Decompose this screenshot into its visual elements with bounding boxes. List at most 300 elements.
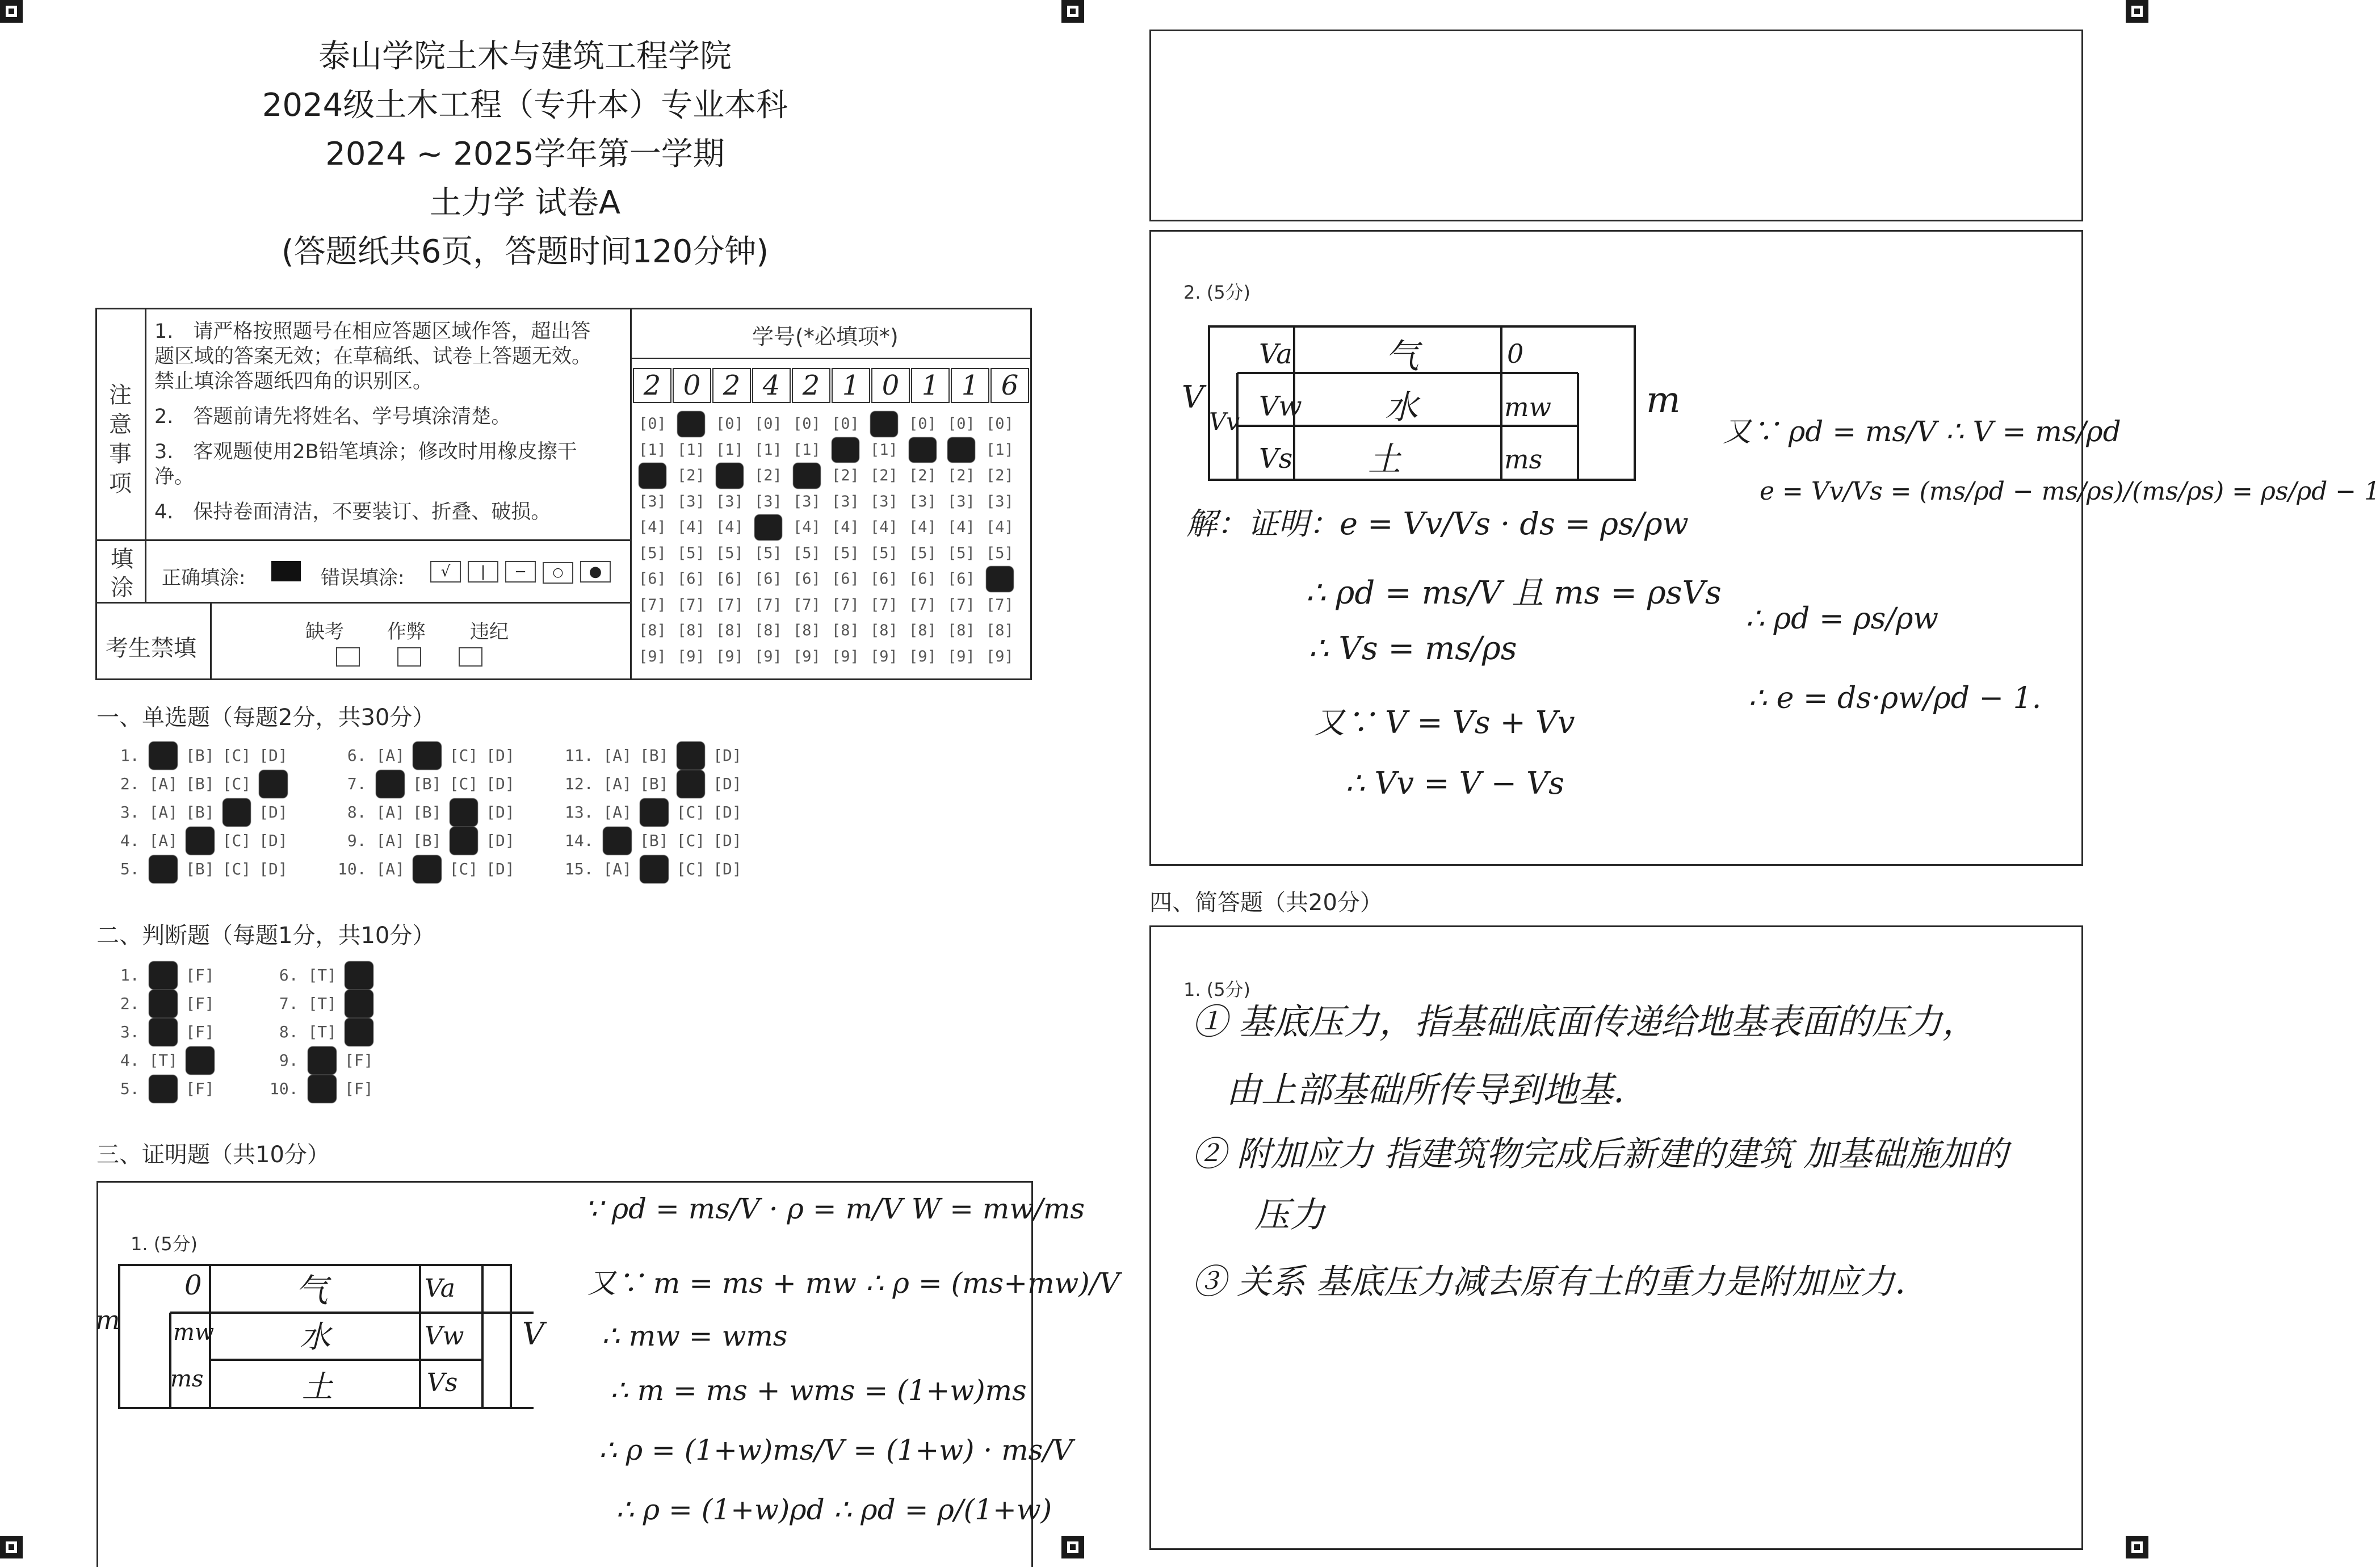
answer-option[interactable]: [B] — [413, 803, 442, 822]
student-id-bubble[interactable]: [7] — [832, 596, 859, 614]
forbid-absent: 缺考 — [305, 621, 344, 643]
answer-option[interactable] — [345, 961, 373, 990]
answer-option[interactable]: [T] — [308, 966, 337, 984]
student-id-bubble[interactable]: [4] — [677, 518, 705, 536]
question-number: 7. — [270, 994, 308, 1013]
answer-option[interactable]: [C] — [449, 860, 478, 878]
student-id-bubble[interactable]: [3] — [754, 492, 782, 510]
student-id-bubble[interactable]: [3] — [909, 492, 937, 510]
answer-option[interactable] — [677, 770, 706, 798]
answer-option[interactable]: [A] — [149, 831, 178, 850]
answer-option[interactable]: [D] — [259, 803, 288, 822]
student-id-bubble[interactable]: [9] — [986, 647, 1014, 665]
section4-q1-label: 1. (5分) — [1183, 979, 1251, 1000]
student-id-bubble[interactable]: [4] — [832, 518, 859, 536]
answer-option[interactable]: [D] — [486, 803, 515, 822]
student-id-bubble[interactable]: [4] — [870, 518, 898, 536]
question-number: 9. — [338, 831, 376, 850]
answer-option[interactable] — [149, 1018, 178, 1046]
answer-option[interactable] — [640, 855, 669, 883]
student-id-bubble[interactable]: [9] — [832, 647, 859, 665]
forbid-violation: 违纪 — [470, 621, 509, 643]
question-number: 10. — [270, 1079, 308, 1098]
answer-option[interactable] — [413, 741, 442, 770]
fill-row-left-border — [145, 541, 146, 602]
student-id-bubble[interactable]: [0] — [639, 415, 666, 433]
answer-option[interactable]: [C] — [676, 803, 706, 822]
answer-option[interactable]: [F] — [186, 994, 215, 1013]
section1-answer-grid[interactable] — [111, 741, 792, 889]
student-id-bubble[interactable]: [3] — [986, 492, 1014, 510]
student-id-bubble[interactable]: [1] — [754, 441, 782, 459]
student-id-bubble[interactable]: [8] — [947, 622, 975, 639]
section3-q1-work-2: 又∵ m = ms + mw ∴ ρ = (ms+mw)/V — [587, 1267, 1120, 1300]
section3-q2-diagram-left-top: Va — [1259, 338, 1292, 370]
answer-option[interactable] — [186, 827, 215, 855]
section3-q1-diagram-outer-left: m — [95, 1305, 120, 1335]
student-id-bubble[interactable]: [1] — [793, 441, 821, 459]
student-id-label-underline — [631, 358, 1031, 359]
question-number: 4. — [111, 831, 149, 850]
forbid-row-top-border — [96, 602, 630, 604]
student-id-bubble-column — [639, 411, 678, 669]
answer-option[interactable]: [T] — [149, 1051, 178, 1070]
student-id-digit[interactable]: 0 — [673, 368, 711, 403]
answer-option[interactable]: [A] — [376, 746, 405, 765]
answer-row[interactable] — [338, 741, 523, 770]
student-id-bubble[interactable]: [8] — [986, 622, 1014, 639]
answer-row[interactable] — [111, 855, 296, 883]
section4-q1-line-1: ① 基底压力，指基础底面传递给地基表面的压力， — [1192, 1001, 1978, 1042]
question-number: 1. — [111, 966, 149, 984]
answer-option[interactable] — [149, 961, 178, 990]
student-id-bubble[interactable]: [2] — [986, 467, 1014, 484]
student-id-bubble[interactable]: [2] — [677, 467, 705, 484]
answer-row[interactable] — [565, 827, 750, 855]
section3-q2-work-left-2: ∴ ρd = ms/V 且 ms = ρsVs — [1306, 575, 1722, 611]
answer-option[interactable]: [D] — [713, 831, 742, 850]
student-id-bubble[interactable]: [8] — [909, 622, 937, 639]
answer-row[interactable] — [111, 961, 223, 990]
student-id-bubble-column — [947, 411, 987, 669]
student-id-bubble[interactable]: [9] — [870, 647, 898, 665]
student-id-bubble[interactable]: [0] — [832, 415, 859, 433]
student-id-bubble[interactable] — [909, 437, 948, 463]
answer-option[interactable]: [F] — [186, 1079, 215, 1098]
section3-q1-diagram-outer-right: V — [522, 1316, 544, 1352]
corner-marker-top-center — [1061, 0, 1084, 23]
header-line-1: 泰山学院土木与建筑工程学院 — [318, 38, 732, 75]
answer-option[interactable]: [A] — [149, 774, 178, 793]
student-id-bubble[interactable]: [9] — [754, 647, 782, 665]
student-id-bubble[interactable]: [7] — [793, 596, 821, 614]
forbid-row-left-border — [210, 603, 212, 679]
answer-option[interactable] — [450, 798, 478, 827]
student-id-bubble[interactable]: [0] — [986, 415, 1014, 433]
forbid-violation-checkbox[interactable] — [459, 647, 482, 667]
section3-q2-work-left-5: ∴ Vv = V − Vs — [1345, 765, 1564, 801]
answer-option[interactable]: [D] — [259, 860, 288, 878]
student-id-bubble[interactable]: [1] — [639, 441, 666, 459]
student-id-bubble[interactable]: [8] — [639, 622, 666, 639]
answer-option[interactable]: [B] — [186, 860, 215, 878]
student-id-digit[interactable]: 1 — [951, 368, 989, 403]
student-id-bubble[interactable]: [3] — [677, 492, 705, 510]
student-id-bubble[interactable]: [8] — [754, 622, 782, 639]
student-id-bubble[interactable]: [1] — [986, 441, 1014, 459]
answer-row[interactable] — [111, 1075, 223, 1103]
student-id-bubble[interactable]: [7] — [754, 596, 782, 614]
student-id-digit[interactable]: 2 — [712, 368, 751, 403]
answer-row[interactable] — [338, 798, 523, 827]
answer-option[interactable] — [308, 1046, 337, 1075]
section2-title: 二、判断题（每题1分，共10分） — [96, 923, 435, 949]
answer-option[interactable]: [B] — [186, 746, 215, 765]
section3-q2-work-left-1: 解：证明：e = Vv/Vs · ds = ρs/ρw — [1186, 506, 1689, 542]
answer-row[interactable] — [111, 1046, 223, 1075]
answer-row[interactable] — [270, 1075, 381, 1103]
question-number: 9. — [270, 1051, 308, 1070]
answer-row[interactable] — [565, 741, 750, 770]
forbid-cheat-checkbox[interactable] — [397, 647, 421, 667]
answer-row[interactable] — [111, 1018, 223, 1046]
student-id-bubble[interactable]: [0] — [909, 415, 937, 433]
student-id-bubble[interactable]: [6] — [832, 570, 859, 588]
question-number: 2. — [111, 774, 149, 793]
section3-q1-work-3: ∴ mw = wms — [602, 1319, 788, 1352]
question-number: 14. — [565, 831, 603, 850]
answer-option[interactable]: [C] — [449, 774, 478, 793]
answer-row[interactable] — [270, 1046, 381, 1075]
student-id-bubble[interactable] — [639, 463, 678, 489]
student-id-bubble[interactable]: [5] — [716, 544, 744, 562]
student-id-bubble[interactable]: [6] — [909, 570, 937, 588]
answer-option[interactable]: [F] — [186, 966, 215, 984]
student-id-bubble[interactable]: [3] — [870, 492, 898, 510]
info-divider — [630, 309, 632, 679]
answer-option[interactable]: [F] — [186, 1023, 215, 1041]
answer-row[interactable] — [270, 990, 381, 1018]
answer-option[interactable] — [149, 741, 178, 770]
answer-option[interactable]: [T] — [308, 1023, 337, 1041]
answer-option[interactable] — [223, 798, 251, 827]
student-id-bubble[interactable]: [8] — [677, 622, 705, 639]
answer-option[interactable]: [B] — [186, 774, 215, 793]
answer-option[interactable]: [A] — [149, 803, 178, 822]
answer-option[interactable]: [D] — [713, 860, 742, 878]
student-id-digit[interactable]: 6 — [990, 368, 1029, 403]
student-id-bubble[interactable]: [4] — [716, 518, 744, 536]
section3-q2-diagram-left-bot: Vs — [1259, 443, 1293, 475]
answer-option[interactable] — [603, 827, 632, 855]
section3-q2-diagram-top: 气 — [1385, 337, 1419, 376]
student-id-bubble[interactable]: [0] — [793, 415, 821, 433]
student-id-bubble[interactable]: [5] — [754, 544, 782, 562]
answer-row[interactable] — [565, 798, 750, 827]
answer-option[interactable] — [376, 770, 405, 798]
question-number: 12. — [565, 774, 603, 793]
section3-q2-diagram-right-mid: mw — [1504, 392, 1551, 422]
answer-option[interactable]: [C] — [222, 746, 251, 765]
answer-option[interactable]: [D] — [259, 746, 288, 765]
fill-label: 填涂 — [111, 546, 133, 601]
answer-option[interactable]: [B] — [640, 831, 669, 850]
student-id-bubble[interactable]: [8] — [870, 622, 898, 639]
answer-option[interactable] — [149, 1075, 178, 1103]
answer-option[interactable]: [D] — [486, 774, 515, 793]
section3-q1-work-4: ∴ m = ms + wms = (1+w)ms — [610, 1374, 1027, 1407]
student-id-bubble[interactable]: [8] — [832, 622, 859, 639]
student-id-bubble[interactable] — [754, 514, 794, 541]
student-id-bubble-column — [754, 411, 794, 669]
student-id-bubble[interactable]: [9] — [947, 647, 975, 665]
student-id-bubble[interactable]: [2] — [832, 467, 859, 484]
answer-option[interactable]: [B] — [413, 774, 442, 793]
section3-q2-label: 2. (5分) — [1183, 282, 1251, 303]
student-id-bubble[interactable]: [7] — [909, 596, 937, 614]
answer-option[interactable]: [A] — [603, 746, 632, 765]
answer-option[interactable] — [149, 855, 178, 883]
question-number: 11. — [565, 746, 603, 765]
student-id-bubble[interactable]: [5] — [832, 544, 859, 562]
student-id-bubble[interactable]: [0] — [947, 415, 975, 433]
question-number: 1. — [111, 746, 149, 765]
section3-q2-work-left-3: ∴ Vs = ms/ρs — [1308, 630, 1517, 667]
answer-row[interactable] — [565, 770, 750, 798]
section4-title: 四、简答题（共20分） — [1149, 890, 1383, 916]
student-id-digit[interactable]: 2 — [792, 368, 830, 403]
student-id-bubble[interactable]: [6] — [639, 570, 666, 588]
answer-option[interactable]: [B] — [413, 831, 442, 850]
student-id-digit[interactable]: 2 — [633, 368, 671, 403]
answer-row[interactable] — [111, 827, 296, 855]
answer-option[interactable]: [D] — [713, 774, 742, 793]
answer-option[interactable] — [186, 1046, 215, 1075]
student-id-bubble[interactable]: [5] — [947, 544, 975, 562]
student-id-bubble[interactable]: [3] — [793, 492, 821, 510]
student-id-digit[interactable]: 0 — [871, 368, 910, 403]
student-id-digit[interactable]: 1 — [832, 368, 870, 403]
student-id-bubble[interactable]: [8] — [793, 622, 821, 639]
answer-row[interactable] — [270, 961, 381, 990]
question-number: 13. — [565, 803, 603, 822]
question-number: 5. — [111, 1079, 149, 1098]
student-id-bubble[interactable]: [4] — [986, 518, 1014, 536]
answer-option[interactable] — [450, 827, 478, 855]
answer-option[interactable] — [149, 990, 178, 1018]
answer-option[interactable] — [308, 1075, 337, 1103]
answer-option[interactable] — [345, 1018, 373, 1046]
answer-option[interactable]: [D] — [259, 831, 288, 850]
answer-row[interactable] — [111, 770, 296, 798]
answer-option[interactable]: [D] — [713, 746, 742, 765]
student-id-bubble[interactable]: [5] — [793, 544, 821, 562]
notice-item-1: 1. 请严格按照题号在相应答题区域作答，超出答题区域的答案无效；在草稿纸、试卷上答题无效。禁止填涂答题纸四角的识别区。 — [154, 320, 592, 393]
student-id-bubble[interactable]: [2] — [870, 467, 898, 484]
student-id-bubble[interactable]: [4] — [947, 518, 975, 536]
answer-row[interactable] — [111, 990, 223, 1018]
answer-option[interactable]: [A] — [603, 860, 632, 878]
notice-label: 注意事项 — [109, 382, 132, 497]
student-id-bubble[interactable]: [0] — [716, 415, 744, 433]
corner-marker-bottom-right — [2126, 1536, 2148, 1558]
section3-q1-diagram-right-bot: Vs — [427, 1368, 458, 1397]
question-number: 6. — [270, 966, 308, 984]
student-id-bubble[interactable]: [8] — [716, 622, 744, 639]
student-id-bubble[interactable]: [7] — [870, 596, 898, 614]
notice-item-2: 2. 答题前请先将姓名、学号填涂清楚。 — [154, 405, 511, 428]
answer-row[interactable] — [111, 741, 296, 770]
student-id-bubble[interactable] — [793, 463, 833, 489]
question-number: 15. — [565, 860, 603, 878]
section3-q1-diagram-left-bot: ms — [170, 1366, 204, 1392]
student-id-bubble[interactable]: [6] — [716, 570, 744, 588]
answer-option[interactable]: [C] — [449, 746, 478, 765]
section2-answer-grid[interactable] — [111, 961, 451, 1109]
student-id-bubble-column — [832, 411, 871, 669]
student-id-bubble-grid[interactable] — [639, 411, 1025, 672]
student-id-bubble[interactable]: [7] — [947, 596, 975, 614]
forbid-label: 考生禁填 — [106, 635, 196, 661]
answer-option[interactable]: [A] — [603, 774, 632, 793]
student-id-bubble[interactable]: [9] — [639, 647, 666, 665]
answer-option[interactable]: [A] — [376, 831, 405, 850]
section3-q2-work-right-3: ∴ ρd = ρs/ρw — [1745, 602, 1938, 636]
student-id-bubble[interactable]: [1] — [870, 441, 898, 459]
student-id-bubble[interactable]: [6] — [754, 570, 782, 588]
forbid-absent-checkbox[interactable] — [336, 647, 360, 667]
answer-option[interactable]: [B] — [186, 803, 215, 822]
student-id-bubble[interactable]: [5] — [870, 544, 898, 562]
student-id-bubble[interactable]: [5] — [909, 544, 937, 562]
section3-q1-work-5: ∴ ρ = (1+w)ms/V = (1+w) · ms/V — [599, 1434, 1073, 1467]
notice-item-3: 3. 客观题使用2B铅笔填涂；修改时用橡皮擦干净。 — [154, 441, 577, 488]
question-number: 10. — [338, 860, 376, 878]
student-id-bubble[interactable]: [7] — [716, 596, 744, 614]
answer-row[interactable] — [111, 798, 296, 827]
student-id-bubble[interactable]: [6] — [793, 570, 821, 588]
student-id-digit-boxes — [633, 368, 1029, 403]
student-id-digit[interactable]: 1 — [911, 368, 950, 403]
student-id-bubble[interactable]: [0] — [754, 415, 782, 433]
student-id-bubble[interactable]: [6] — [677, 570, 705, 588]
section3-q1-diagram-mid: 水 — [300, 1319, 330, 1355]
answer-row[interactable] — [338, 855, 523, 883]
student-id-bubble[interactable]: [2] — [754, 467, 782, 484]
section3-q2-diagram-right-top: 0 — [1507, 338, 1524, 369]
student-id-bubble[interactable] — [870, 411, 910, 437]
student-id-bubble[interactable]: [4] — [639, 518, 666, 536]
notice-label-border — [145, 309, 146, 539]
answer-option[interactable]: [B] — [640, 746, 669, 765]
student-id-bubble[interactable]: [5] — [677, 544, 705, 562]
section3-q1-diagram-top: 气 — [295, 1271, 329, 1310]
notice-item-4: 4. 保持卷面清洁，不要装订、折叠、破损。 — [154, 501, 551, 523]
answer-option[interactable]: [A] — [376, 803, 405, 822]
student-id-bubble[interactable]: [1] — [716, 441, 744, 459]
answer-row[interactable] — [270, 1018, 381, 1046]
section3-q2-diagram-left-mid: Vw — [1259, 391, 1302, 422]
section4-q1-line-2: 由上部基础所传导到地基. — [1226, 1069, 1625, 1111]
student-id-bubble[interactable]: [7] — [639, 596, 666, 614]
answer-option[interactable]: [F] — [345, 1079, 373, 1098]
answer-option[interactable]: [C] — [222, 831, 251, 850]
student-id-bubble-column — [986, 411, 1026, 669]
student-id-bubble[interactable]: [9] — [909, 647, 937, 665]
student-id-bubble[interactable] — [716, 463, 755, 489]
fill-correct-example — [271, 561, 301, 581]
student-id-bubble[interactable]: [5] — [986, 544, 1014, 562]
answer-option[interactable] — [259, 770, 288, 798]
answer-option[interactable]: [D] — [486, 831, 515, 850]
student-id-bubble[interactable]: [6] — [870, 570, 898, 588]
student-id-bubble[interactable]: [4] — [909, 518, 937, 536]
answer-option[interactable]: [T] — [308, 994, 337, 1013]
answer-option[interactable]: [C] — [676, 831, 706, 850]
answer-option[interactable]: [D] — [486, 746, 515, 765]
student-id-bubble[interactable] — [947, 437, 987, 463]
student-id-bubble[interactable] — [986, 566, 1026, 592]
student-id-bubble[interactable] — [677, 411, 717, 437]
student-id-bubble[interactable]: [9] — [793, 647, 821, 665]
student-id-bubble[interactable]: [9] — [677, 647, 705, 665]
answer-row[interactable] — [338, 827, 523, 855]
student-id-bubble[interactable]: [5] — [639, 544, 666, 562]
answer-option[interactable]: [C] — [222, 860, 251, 878]
student-id-bubble[interactable]: [2] — [909, 467, 937, 484]
answer-option[interactable]: [D] — [486, 860, 515, 878]
answer-option[interactable]: [F] — [345, 1051, 373, 1070]
student-id-bubble[interactable]: [3] — [947, 492, 975, 510]
answer-option[interactable] — [640, 798, 669, 827]
student-id-bubble[interactable]: [9] — [716, 647, 744, 665]
answer-option[interactable]: [A] — [603, 803, 632, 822]
section3-q2-diagram-outer-left: V — [1182, 379, 1204, 415]
student-id-bubble[interactable]: [7] — [677, 596, 705, 614]
student-id-bubble[interactable]: [3] — [716, 492, 744, 510]
question-number: 6. — [338, 746, 376, 765]
answer-row[interactable] — [565, 855, 750, 883]
corner-marker-bottom-left — [0, 1536, 23, 1558]
header-line-4: 土力学 试卷A — [429, 185, 621, 221]
student-id-bubble[interactable]: [4] — [793, 518, 821, 536]
student-id-bubble[interactable] — [832, 437, 871, 463]
student-id-digit[interactable]: 4 — [752, 368, 791, 403]
student-id-bubble[interactable]: [6] — [947, 570, 975, 588]
student-id-bubble-column — [716, 411, 755, 669]
answer-option[interactable] — [413, 855, 442, 883]
student-id-bubble[interactable]: [7] — [986, 596, 1014, 614]
answer-option[interactable]: [B] — [640, 774, 669, 793]
section3-q1-label: 1. (5分) — [131, 1233, 198, 1255]
student-id-bubble[interactable]: [1] — [677, 441, 705, 459]
answer-option[interactable]: [A] — [376, 860, 405, 878]
section3-q1-diagram-left-mid: mw — [173, 1319, 215, 1346]
answer-option[interactable]: [C] — [676, 860, 706, 878]
student-id-bubble[interactable]: [3] — [832, 492, 859, 510]
student-id-bubble-column — [677, 411, 717, 669]
answer-option[interactable]: [C] — [222, 774, 251, 793]
student-id-bubble[interactable]: [3] — [639, 492, 666, 510]
student-id-bubble[interactable]: [2] — [947, 467, 975, 484]
question-number: 8. — [270, 1023, 308, 1041]
answer-option[interactable]: [D] — [713, 803, 742, 822]
question-number: 3. — [111, 1023, 149, 1041]
corner-marker-bottom-center — [1061, 1536, 1084, 1558]
answer-row[interactable] — [338, 770, 523, 798]
answer-option[interactable] — [677, 741, 706, 770]
answer-option[interactable] — [345, 990, 373, 1018]
